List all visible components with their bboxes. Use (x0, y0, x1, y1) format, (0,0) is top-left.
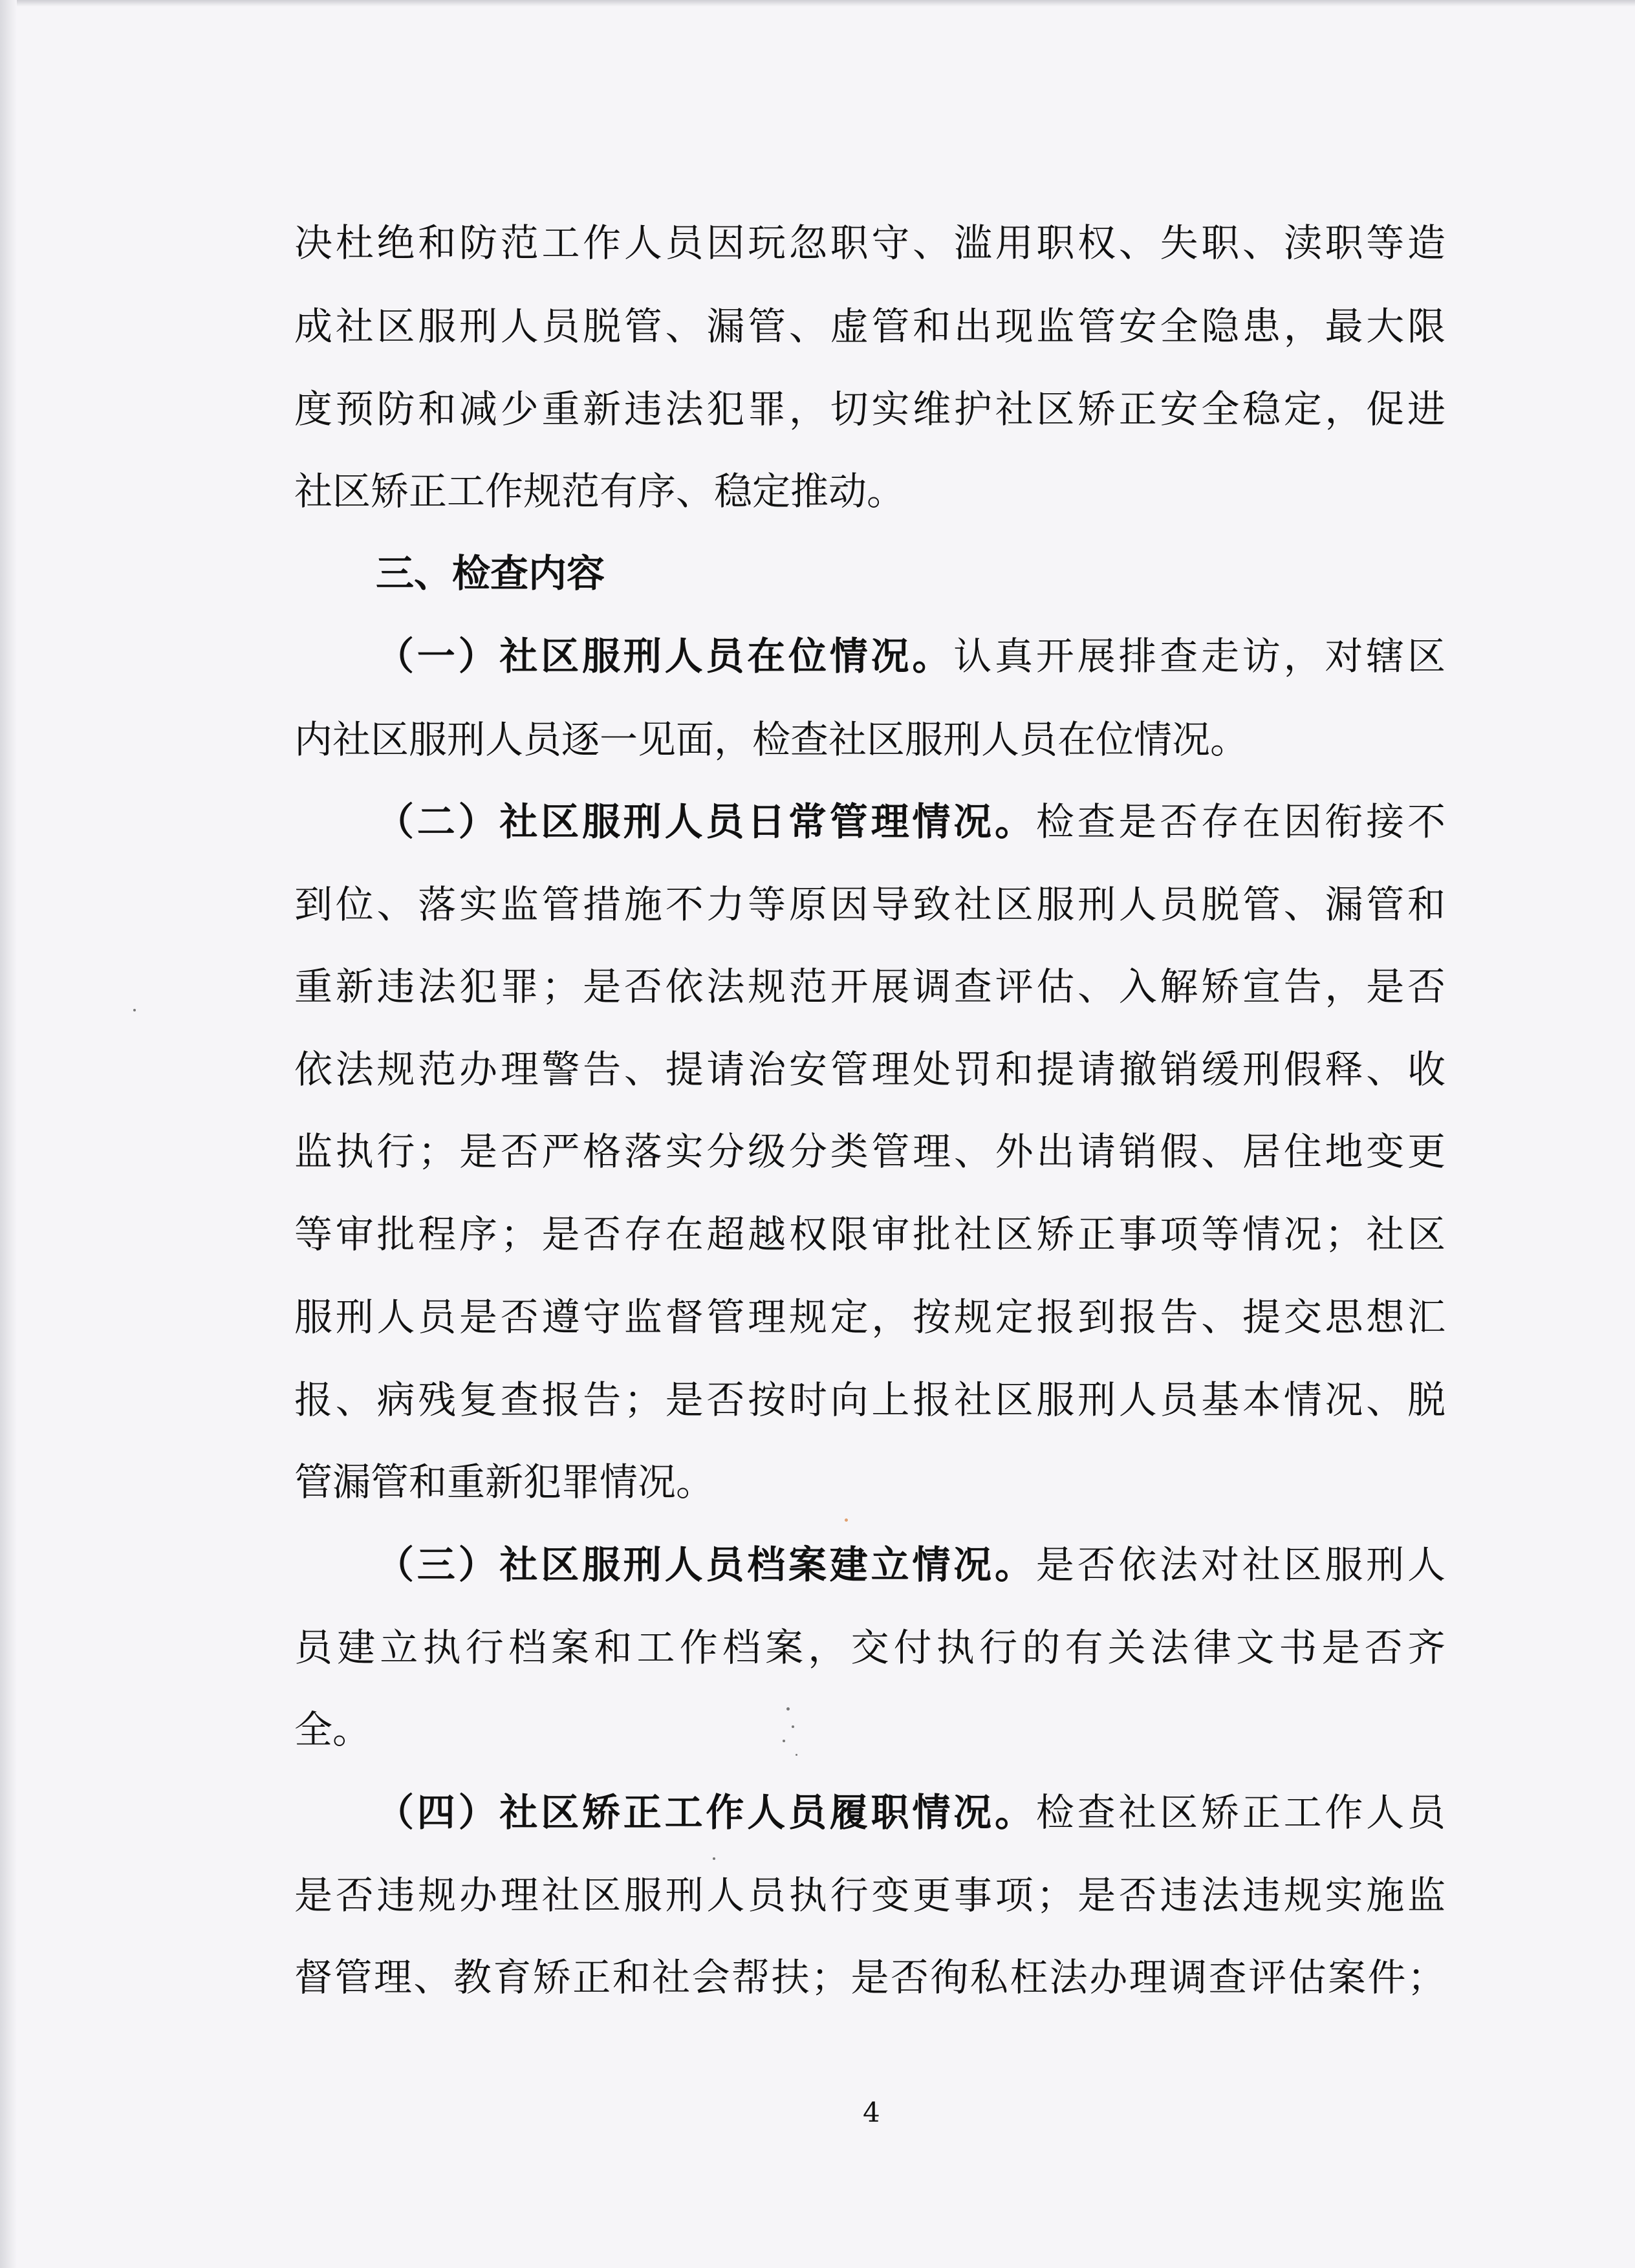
scan-speck (786, 1707, 790, 1711)
item-text: 认真开展排查走访，对辖区 (953, 634, 1446, 678)
item-text: 检查社区矫正工作人员 (1035, 1790, 1446, 1835)
section-heading: 三、检查内容 (376, 551, 605, 596)
item-3-first-line (376, 1541, 1446, 1589)
body-text-line: 服刑人员是否遵守监督管理规定，按规定报到报告、提交思想汇 (294, 1295, 1446, 1339)
body-text-line: 等审批程序；是否存在超越权限审批社区矫正事项等情况；社区 (294, 1212, 1446, 1257)
body-text-line: 管漏管和重新犯罪情况。 (294, 1460, 715, 1504)
body-text-line: 员建立执行档案和工作档案，交付执行的有关法律文书是否齐 (294, 1625, 1446, 1670)
body-text-line: 到位、落实监管措施不力等原因导致社区服刑人员脱管、漏管和 (294, 882, 1446, 927)
item-title: （三）社区服刑人员档案建立情况。 (376, 1542, 1036, 1587)
body-text-line: 成社区服刑人员脱管、漏管、虚管和出现监管安全隐患，最大限 (294, 304, 1446, 349)
page-number: 4 (863, 2097, 880, 2128)
body-text-line: 报、病残复查报告；是否按时向上报社区服刑人员基本情况、脱 (294, 1377, 1446, 1422)
item-2-first-line (376, 798, 1446, 846)
body-text-line: 监执行；是否严格落实分级分类管理、外出请销假、居住地变更 (294, 1129, 1446, 1174)
body-text-line: 决杜绝和防范工作人员因玩忽职守、滥用职权、失职、渎职等造 (294, 221, 1446, 265)
body-text-line: 重新违法犯罪；是否依法规范开展调查评估、入解矫宣告，是否 (294, 964, 1446, 1009)
scan-speck (713, 1857, 715, 1860)
body-text-line: 全。 (294, 1707, 371, 1752)
body-text-line: 督管理、教育矫正和社会帮扶；是否徇私枉法办理调查评估案件； (294, 1955, 1446, 2000)
scan-speck (796, 1754, 797, 1756)
body-text-line: 是否违规办理社区服刑人员执行变更事项；是否违法违规实施监 (294, 1873, 1446, 1917)
item-text: 是否依法对社区服刑人 (1035, 1542, 1446, 1587)
item-4-first-line (376, 1789, 1446, 1837)
body-text-line: 度预防和减少重新违法犯罪，切实维护社区矫正安全稳定，促进 (294, 387, 1446, 431)
body-text-line: 内社区服刑人员逐一见面，检查社区服刑人员在位情况。 (294, 717, 1249, 762)
item-title: （一）社区服刑人员在位情况。 (376, 634, 954, 678)
scan-speck (845, 1518, 848, 1522)
item-title: （二）社区服刑人员日常管理情况。 (376, 799, 1036, 844)
body-text-line: 依法规范办理警告、提请治安管理处罚和提请撤销缓刑假释、收 (294, 1047, 1446, 1092)
scan-speck (783, 1740, 785, 1742)
item-text: 检查是否存在因衔接不 (1035, 799, 1446, 844)
body-text-line: 社区矫正工作规范有序、稳定推动。 (294, 469, 905, 513)
scan-speck (792, 1725, 794, 1728)
item-title: （四）社区矫正工作人员履职情况。 (376, 1790, 1036, 1835)
scan-speck (133, 1009, 136, 1011)
item-1-first-line (376, 632, 1446, 680)
